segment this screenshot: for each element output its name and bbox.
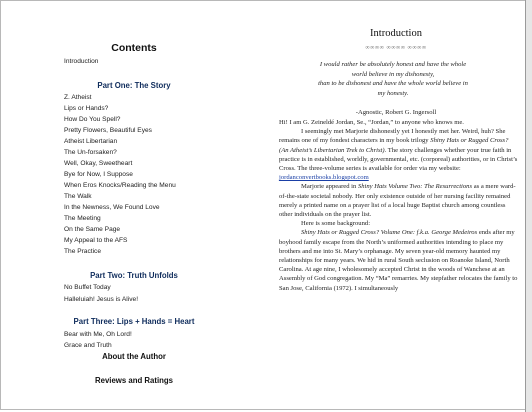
toc-entry[interactable]: Atheist Libertarian — [64, 138, 118, 145]
text-run: as a mere ward-of-the-state societal nobody. Her only existence outside of her nursing facility remained merely a printed name on a prayer list of a local huge Baptist church among countless other individuals on the prayer list. — [279, 183, 516, 219]
book-title: Shiny Hats or Rugged Cross? (An Atheist’s Libertarian Trek to Christ). — [279, 137, 509, 154]
toc-entry[interactable]: On the Same Page — [64, 226, 121, 233]
part-one-heading: Part One: The Story — [97, 81, 171, 90]
text-run: Marjorie appeared in — [301, 183, 358, 191]
introduction-page — [267, 1, 525, 410]
toc-entry[interactable]: The Walk — [64, 193, 92, 200]
quote-line: world believe in my dishonesty, — [351, 70, 435, 78]
paragraph: Here is some background: — [301, 220, 371, 228]
text-run: I seemingly met Marjorie dishonestly yet I honestly met her. Weird, huh? She remains one of my fondest characters in my book trilogy — [279, 128, 506, 145]
paragraph — [279, 228, 519, 292]
toc-entry[interactable]: Pretty Flowers, Beautiful Eyes — [64, 127, 152, 134]
table-of-contents-page — [1, 1, 267, 410]
toc-entry[interactable]: Halleluiah! Jesus is Alive! — [64, 296, 139, 303]
toc-entry[interactable]: The Meeting — [64, 215, 101, 222]
toc-entry[interactable]: Grace and Truth — [64, 342, 112, 349]
window-edge — [525, 0, 532, 412]
quote-line: my honesty. — [377, 89, 409, 97]
toc-entry[interactable]: Well, Okay, Sweetheart — [64, 160, 133, 167]
toc-entry[interactable]: Bear with Me, Oh Lord! — [64, 331, 132, 338]
introduction-title: Introduction — [370, 28, 422, 39]
toc-entry[interactable]: The Un-forsaken? — [64, 149, 117, 156]
quote-attribution: -Agnostic, Robert G. Ingersoll — [355, 109, 437, 116]
epigraph-quote — [275, 60, 511, 98]
book-title: Shiny Hats or Rugged Cross? Volume One: f.k.a. George Medeiros — [301, 229, 478, 237]
part-three-heading: Part Three: Lips + Hands = Heart — [73, 317, 195, 326]
toc-entry[interactable]: The Practice — [64, 248, 102, 255]
toc-entry[interactable]: In the Newness, We Found Love — [64, 204, 160, 211]
paragraph — [279, 127, 519, 173]
paragraph: Hi! I am G. Zeineldé Jordan, Se., “Jordan,” to anyone who knows me. — [279, 119, 464, 126]
reviews-heading[interactable]: Reviews and Ratings — [95, 376, 173, 385]
text-run: ends after my boyhood family escape from the North’s uniformed authorities intending to place my brothers and me into St. Mary’s orphanage. My seven year-old memory haunted my relationships for many years. We hid in rural South seclusion on Roanoke Island, North Carolina. At age nine, I wholesomely accepted Christ in the woods of Wanchese at an Assembly of God congregation. My “Ma” remarries. My stepfather relocates the family to San Jose, California (1972). I simultaneously — [279, 229, 518, 292]
toc-title: Contents — [111, 42, 157, 54]
paragraph — [279, 173, 519, 182]
toc-entry[interactable]: My Appeal to the AFS — [64, 237, 128, 244]
quote-line: I would rather be absolutely honest and have the whole — [319, 61, 467, 68]
quote-line: than to be dishonest and have the whole world believe in — [318, 80, 468, 87]
paragraph — [279, 182, 519, 219]
website-link[interactable]: jordanconvertbooks.blogspot.com — [279, 174, 369, 182]
toc-entry[interactable]: When Eros Knocks/Reading the Menu — [64, 182, 176, 189]
about-author-heading[interactable]: About the Author — [102, 352, 166, 361]
toc-entry[interactable]: Z. Atheist — [64, 94, 92, 101]
toc-entry[interactable]: How Do You Spell? — [64, 116, 121, 123]
toc-entry[interactable]: No Buffet Today — [64, 284, 111, 291]
part-two-heading: Part Two: Truth Unfolds — [90, 271, 178, 280]
toc-entry[interactable]: Bye for Now, I Suppose — [64, 171, 133, 178]
toc-entry[interactable]: Lips or Hands? — [64, 105, 109, 112]
ornament-divider: ∞∞∞∞ ∞∞∞∞ ∞∞∞∞ — [365, 45, 427, 51]
book-title: Shiny Hats Volume Two: The Resurrections — [357, 183, 473, 191]
toc-entry-introduction[interactable]: Introduction — [64, 58, 99, 65]
introduction-body — [279, 118, 519, 293]
text-run: The story challenges whether your true faith in practice is in established, worldly, governmental, etc. (corporeal) authorities, or in Christ’s Cross. The three-volume series is available for order via my website: — [279, 146, 518, 173]
